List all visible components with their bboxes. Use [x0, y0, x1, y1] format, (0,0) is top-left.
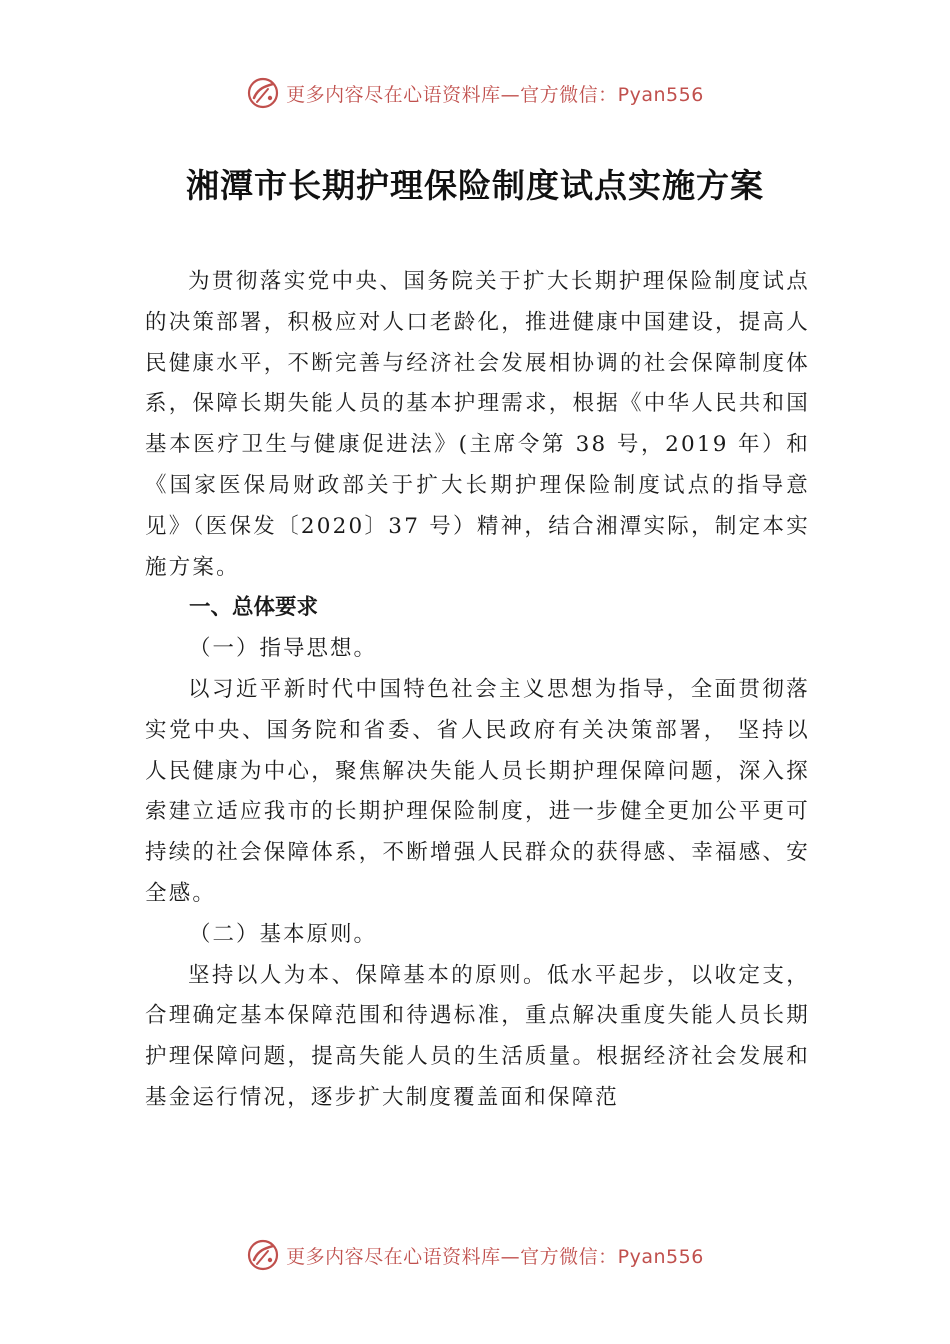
watermark-footer — [0, 1238, 950, 1272]
watermark-text: 更多内容尽在心语资料库—官方微信：Pyan556 — [286, 1245, 704, 1268]
subsection-heading-basic-principles: （二）基本原则。 — [189, 921, 378, 947]
document-title: 湘潭市长期护理保险制度试点实施方案 — [186, 166, 764, 205]
document-body — [145, 262, 810, 1119]
basic-principles-paragraph: 坚持以人为本、保障基本的原则。低水平起步，以收定支，合理确定基本保障范围和待遇标准，重点解决重度失能人员长期护理保障问题，提高失能人员的生活质量。根据经济社会发展和基金运行情况，逐步扩大制度覆盖面和保障范 — [145, 962, 810, 1110]
subsection-heading-guiding-ideology: （一）指导思想。 — [189, 636, 378, 662]
watermark-header — [0, 76, 950, 110]
guiding-ideology-paragraph: 以习近平新时代中国特色社会主义思想为指导，全面贯彻落实党中央、国务院和省委、省人民政府有关决策部署， 坚持以人民健康为中心，聚焦解决失能人员长期护理保障问题，深入探索建立适应我市的长期护理保险制度，进一步健全更加公平更可持续的社会保障体系，不断增强人民群众的获得感、幸福感、安全感。 — [145, 676, 810, 906]
section-heading-general-requirements: 一、总体要求 — [189, 595, 319, 621]
brand-logo-icon — [246, 1238, 280, 1272]
intro-paragraph: 为贯彻落实党中央、国务院关于扩大长期护理保险制度试点的决策部署，积极应对人口老龄化，推进健康中国建设，提高人民健康水平，不断完善与经济社会发展相协调的社会保障制度体系，保障长期失能人员的基本护理需求，根据《中华人民共和国基本医疗卫生与健康促进法》(主席令第 38 号，2019 年）和《国家医保局财政部关于扩大长期护理保险制度试点的指导意见》（医保发〔2020〕37 号）精神，结合湘潭实际，制定本实施方案。 — [145, 269, 810, 580]
brand-logo-icon — [246, 76, 280, 110]
watermark-text: 更多内容尽在心语资料库—官方微信：Pyan556 — [286, 83, 704, 106]
